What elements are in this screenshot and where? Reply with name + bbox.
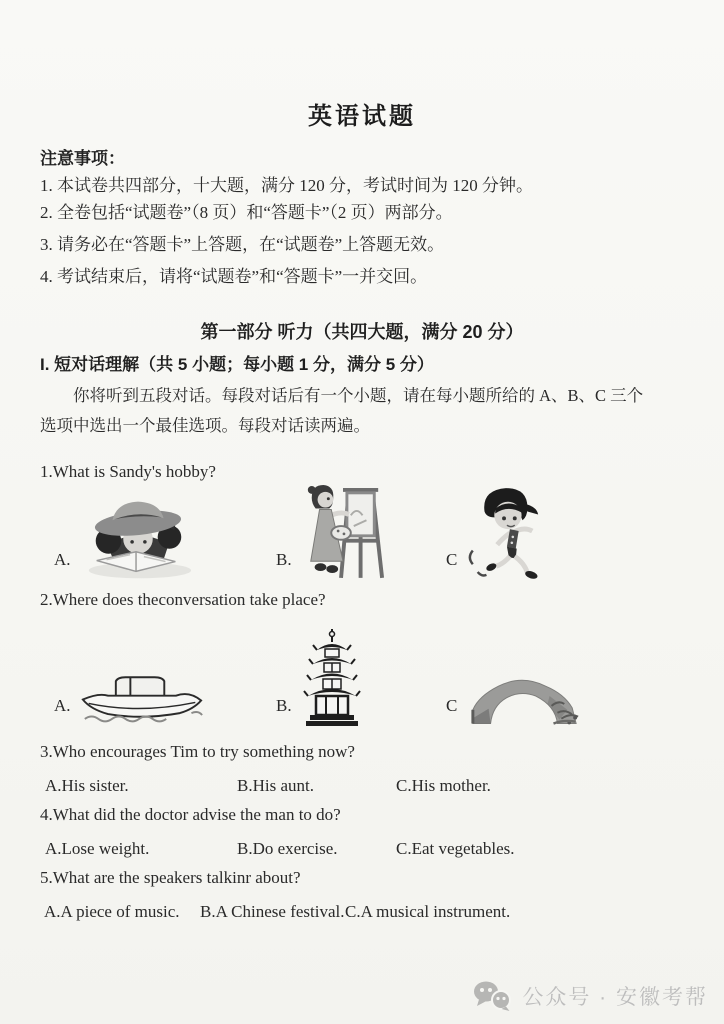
notice-item-4: 4. 考试结束后，请将“试题卷”和“答题卡”一并交回。 <box>40 267 428 286</box>
question-2-image-options <box>40 618 684 728</box>
question-1-option-c <box>446 482 545 582</box>
notice-item-2: 2. 全卷包括“试题卷”（8 页）和“答题卡”（2 页）两部分。 <box>40 203 453 222</box>
watermark-text: 公众号 · 安徽考帮 <box>522 986 708 1009</box>
stone-arch-bridge-image <box>465 666 583 728</box>
boat-image <box>79 674 205 728</box>
question-3-options <box>40 772 684 799</box>
question-3-text: 3.Who encourages Tim to try something now? <box>40 742 355 761</box>
notice-heading: 注意事项： <box>40 149 125 168</box>
option-a-label: A. <box>54 550 71 569</box>
part1-heading: 第一部分 听力（共四大题，满分 20 分） <box>200 322 524 342</box>
question-2-option-c <box>446 666 583 728</box>
question-4-options <box>40 835 684 862</box>
section1-instructions-line1: 你将听到五段对话。每段对话后有一个小题，请在每小题所给的 A、B、C 三个 <box>73 386 644 405</box>
option-b-label: B. <box>276 696 292 715</box>
option-b-label: B. <box>276 550 292 569</box>
question-4-text: 4.What did the doctor advise the man to do? <box>40 805 341 824</box>
question-4-option-a: A.Lose weight. <box>45 839 150 858</box>
question-2-text: 2.Where does theconversation take place? <box>40 590 326 609</box>
section1-heading: I. 短对话理解（共 5 小题；每小题 1 分，满分 5 分） <box>40 355 434 374</box>
notice-item-1: 1. 本试卷共四部分，十大题，满分 120 分，考试时间为 120 分钟。 <box>40 176 533 195</box>
page-title: 英语试题 <box>308 103 416 130</box>
question-1-option-a <box>54 490 197 582</box>
question-5-option-a: A.A piece of music. <box>44 902 180 921</box>
child-running-image <box>465 482 545 582</box>
question-2-option-b <box>276 628 364 728</box>
question-1-text: 1.What is Sandy's hobby? <box>40 462 216 481</box>
question-5-options <box>40 898 684 925</box>
page-content <box>0 146 724 925</box>
question-5-option-b: B.A Chinese festival. <box>200 902 345 921</box>
question-3-option-a: A.His sister. <box>45 776 129 795</box>
section1-instructions-line2: 选项中选出一个最佳选项。每段对话读两遍。 <box>40 416 370 435</box>
girl-reading-book-image <box>79 490 197 582</box>
pagoda-image <box>300 628 364 728</box>
question-3-option-c: C.His mother. <box>396 776 491 795</box>
question-5-option-c: C.A musical instrument. <box>345 902 511 921</box>
girl-painting-at-easel-image <box>300 476 386 582</box>
question-1-image-options <box>40 488 684 582</box>
question-4-option-b: B.Do exercise. <box>237 839 338 858</box>
question-3-option-b: B.His aunt. <box>237 776 314 795</box>
notice-item-3: 3. 请务必在“答题卡”上答题，在“试题卷”上答题无效。 <box>40 235 445 254</box>
question-5-text: 5.What are the speakers talkinr about? <box>40 868 301 887</box>
question-4-option-c: C.Eat vegetables. <box>396 839 515 858</box>
option-a-label: A. <box>54 696 71 715</box>
wechat-icon <box>473 980 513 1012</box>
question-2-option-a <box>54 674 205 728</box>
option-c-label: C <box>446 696 458 715</box>
question-1-option-b <box>276 476 386 582</box>
watermark <box>473 980 708 1012</box>
option-c-label: C <box>446 550 458 569</box>
